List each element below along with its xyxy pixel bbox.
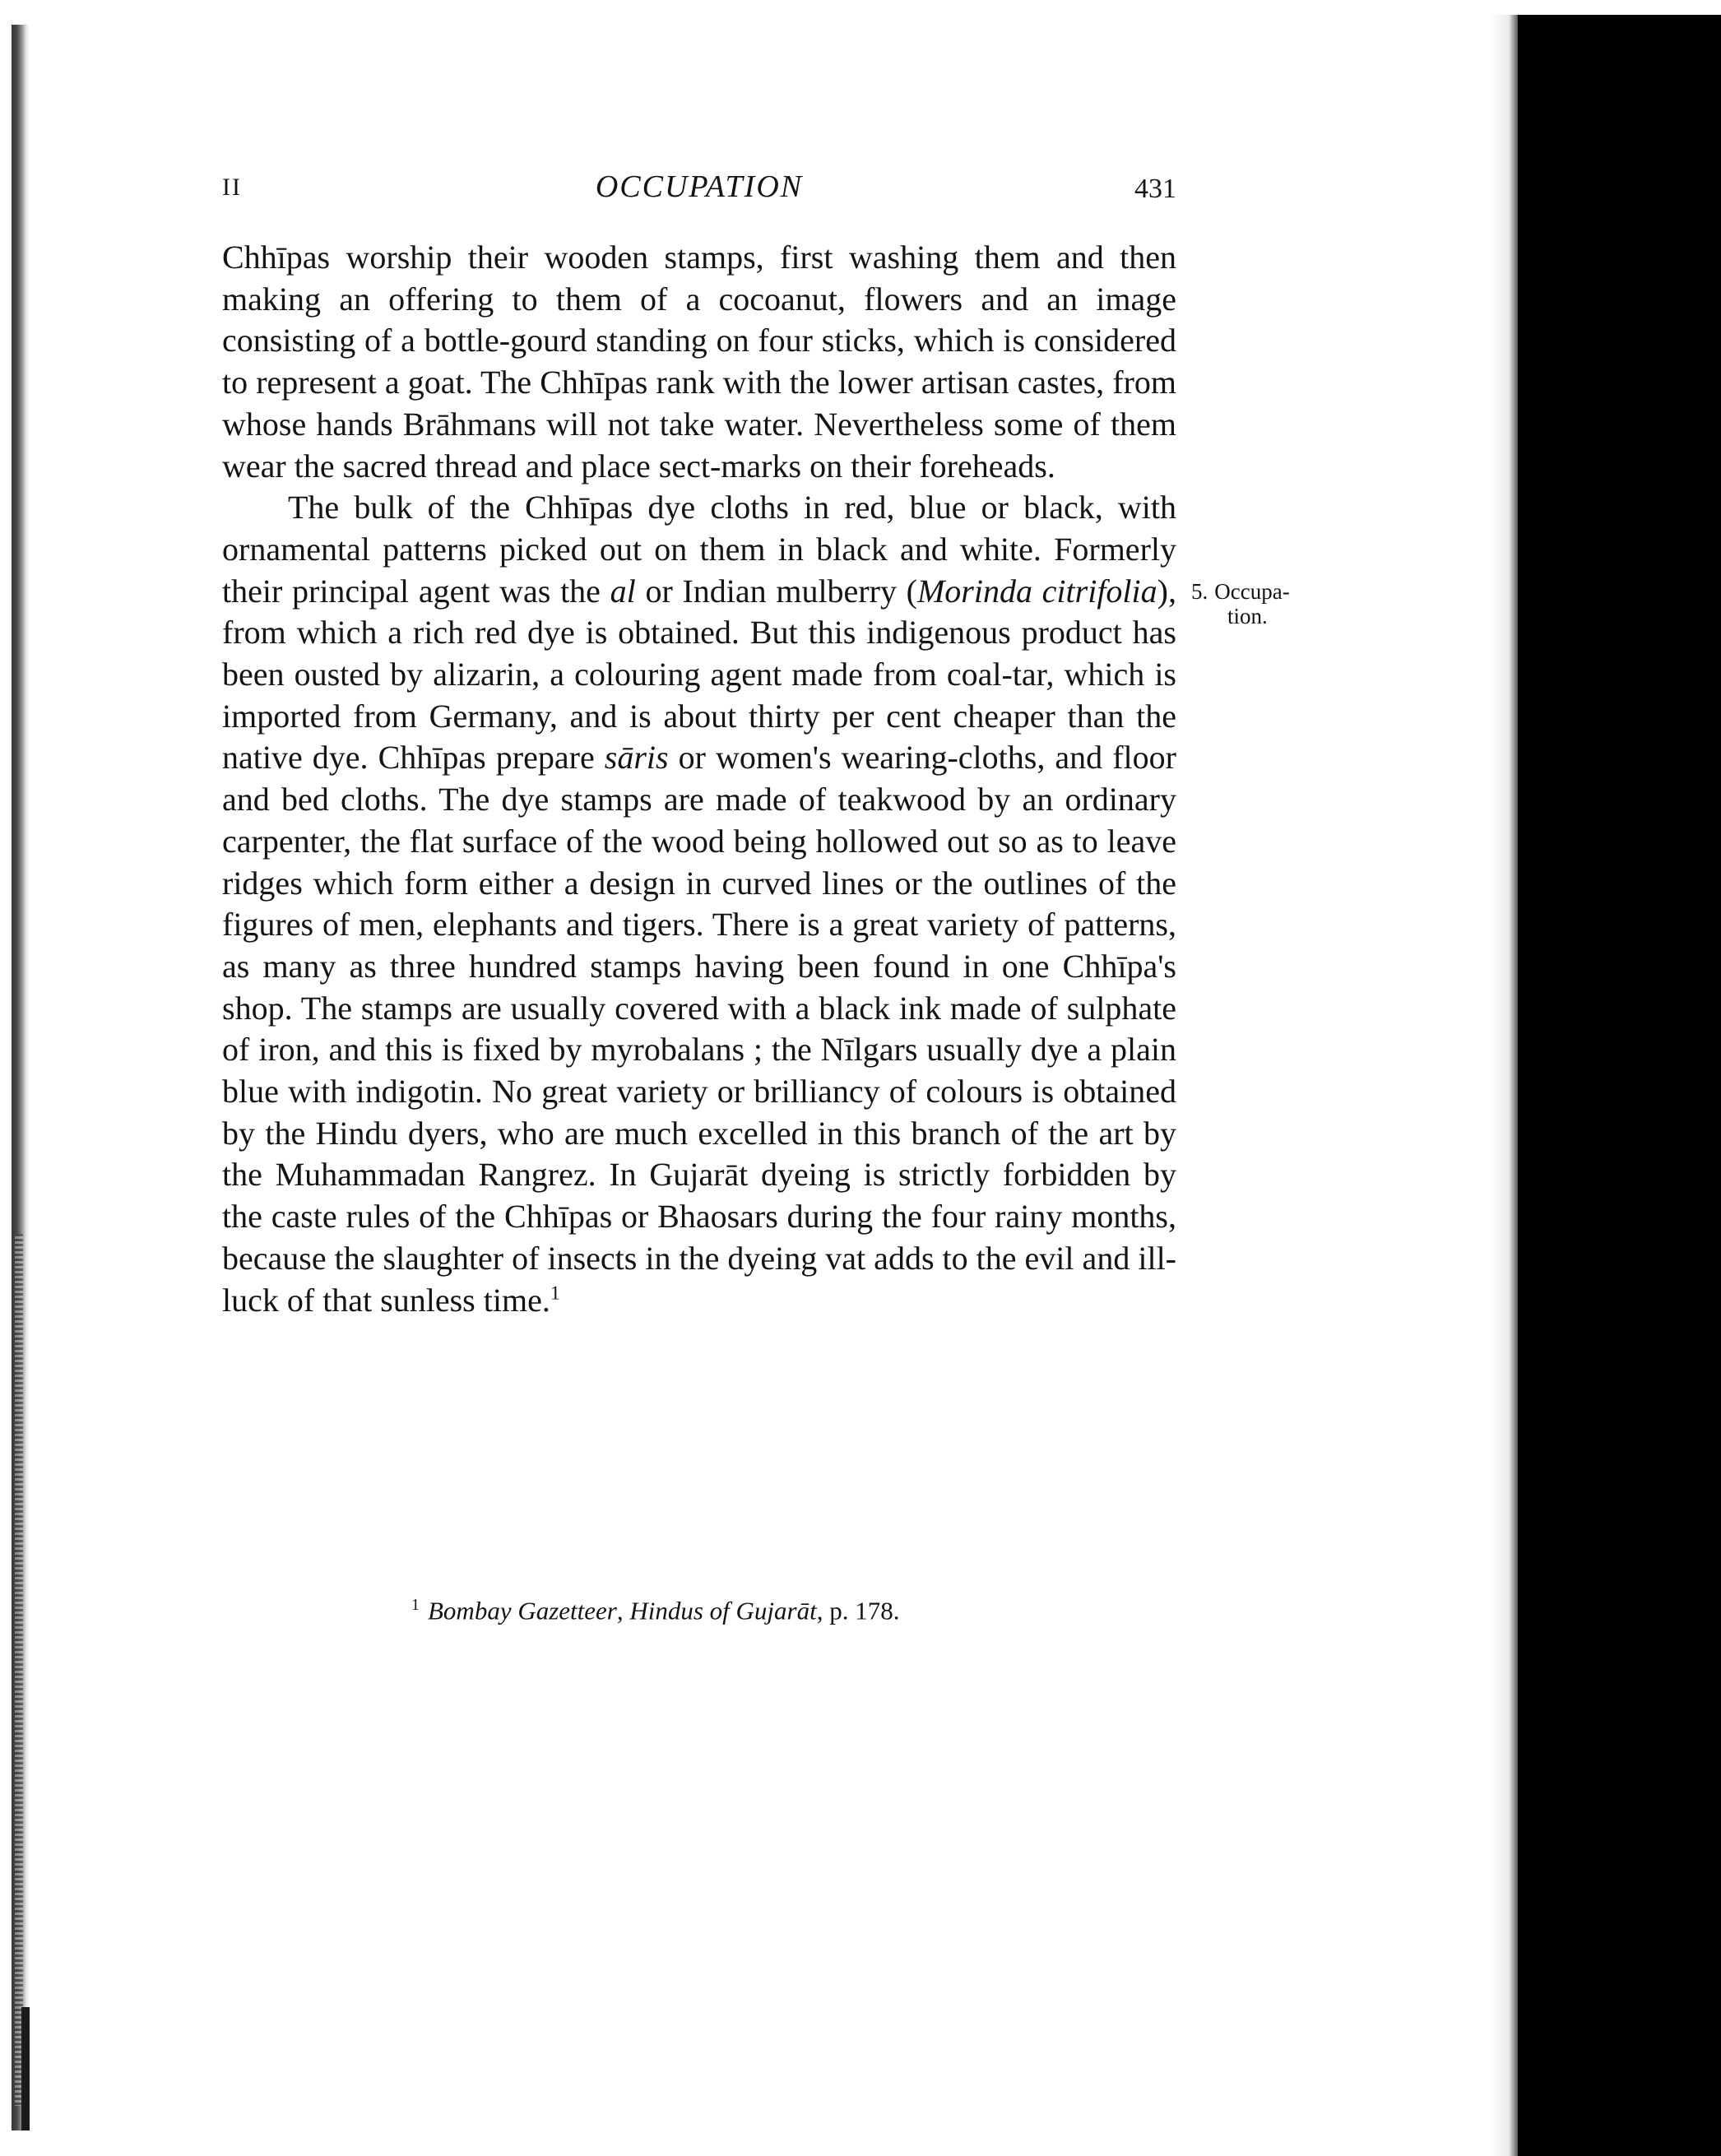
term-saris: sāris — [604, 739, 669, 777]
paragraph-2-text-c: ), from which a rich red dye is obtained. But this indigenous product has been ousted by alizarin, a colouring agent made from coal-tar, which is imported from Germany, and is about thirty per cent cheaper than the native dye. Chhīpas prepare — [222, 572, 1176, 777]
footnote-reference[interactable]: 1 — [550, 1282, 560, 1305]
term-al: al — [610, 572, 636, 610]
footnote-separator: , — [616, 1596, 630, 1625]
scan-left-corner — [21, 2007, 30, 2130]
margin-note-line-2: tion. — [1227, 604, 1268, 628]
paragraph-1: Chhīpas worship their wooden stamps, first washing them and then making an offering to them of a cocoanut, flowers and an image consisting of a bottle-gourd standing on four sticks, which is considered to represent a goat. The Chhīpas rank with the lower artisan castes, from whose hands Brāhmans will not take water. Nevertheless some of them wear the sacred thread and place sect-marks on their foreheads. — [222, 239, 1176, 485]
page-header — [222, 169, 1176, 218]
paragraph-2 — [222, 487, 1176, 1321]
paragraph-2-text-a: The bulk of the Chhīpas dye cloths in red, blue or black, with ornamental patterns picked out on them in black and white. Formerly their principal agent was the — [222, 489, 1176, 610]
body-text — [222, 237, 1176, 1321]
footnote-marker: 1 — [411, 1596, 420, 1614]
footnote — [411, 1596, 1069, 1625]
chapter-numeral: II — [222, 174, 242, 201]
botanical-name: Morinda citrifolia — [916, 572, 1157, 610]
paragraph-2-text-d: or women's wearing-cloths, and floor and bed cloths. The dye stamps are made of teakwood by an ordinary carpenter, the flat surface of the wood being hollowed out so as to leave ridges which form either a design in curved lines or the outlines of the figures of men, elephants and tigers. There is a great variety of patterns, as many as three hundred stamps having been found in one Chhīpa's shop. The stamps are usually covered with a black ink made of sulphate of iron, and this is fixed by myrobalans ; the Nīlgars usually dye a plain blue with indigotin. No great variety or brilliancy of colours is obtained by the Hindu dyers, who are much excelled in this branch of the art by the Muhammadan Rangrez. In Gujarāt dyeing is strictly forbidden by the caste rules of the Chhīpas or Bhaosars during the four rainy months, because the slaughter of insects in the dyeing vat adds to the evil and ill-luck of that sunless time. — [222, 739, 1176, 1319]
margin-note-line-1: Occupa- — [1214, 579, 1290, 604]
scan-left-edge-texture — [15, 1234, 23, 2106]
running-title: OCCUPATION — [595, 169, 804, 204]
margin-note-number: 5. — [1191, 579, 1208, 604]
footnote-page-ref: , p. 178. — [816, 1596, 900, 1625]
scan-right-edge-shadow — [1489, 15, 1522, 2156]
paragraph-2-text-b: or Indian mulberry ( — [635, 572, 917, 610]
margin-note — [1191, 579, 1323, 628]
scan-right-edge — [1518, 15, 1721, 2156]
footnote-source-title: Bombay Gazetteer — [428, 1596, 617, 1625]
page-number: 431 — [1134, 174, 1176, 204]
footnote-volume-title: Hindus of Gujarāt — [629, 1596, 817, 1625]
